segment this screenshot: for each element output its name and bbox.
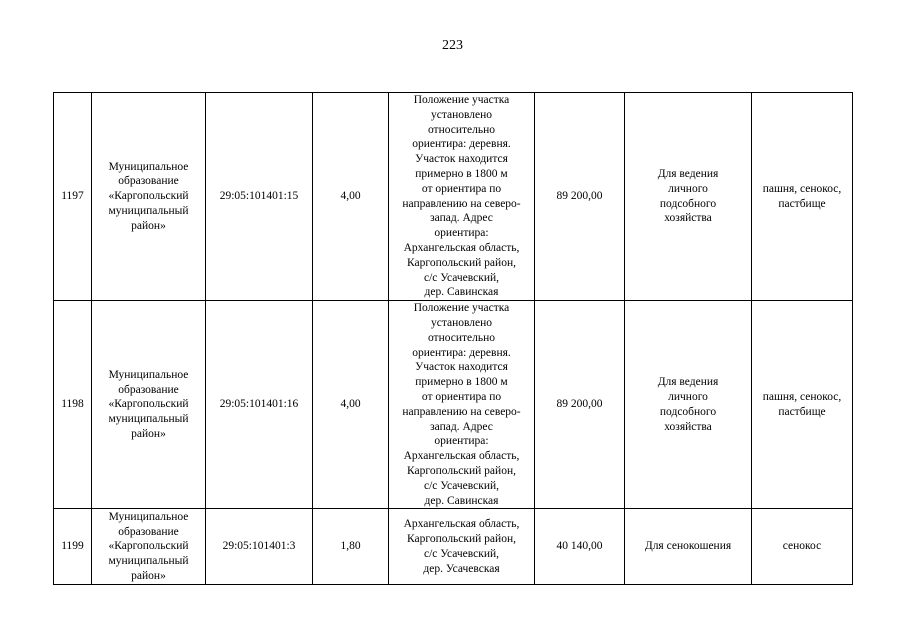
cadastral-number-cell: 29:05:101401:3 xyxy=(206,509,313,585)
location-cell: Архангельская область, Каргопольский район, с/с Усачевский, дер. Усачевская xyxy=(389,509,535,585)
cadastral-number-cell: 29:05:101401:16 xyxy=(206,301,313,509)
land-type-cell: пашня, сенокос, пастбище xyxy=(752,93,853,301)
area-cell: 1,80 xyxy=(313,509,389,585)
location-cell: Положение участка установлено относительно ориентира: деревня. Участок находится примерно в 1800 м от ориентира по направлению на северо- запад. Адрес ориентира: Архангельская область, Каргопольский район, с/с Усачевский, дер. Савинская xyxy=(389,93,535,301)
owner-cell: Муниципальное образование «Каргопольский муниципальный район» xyxy=(92,301,206,509)
table-row xyxy=(54,509,853,585)
location-cell: Положение участка установлено относительно ориентира: деревня. Участок находится примерно в 1800 м от ориентира по направлению на северо- запад. Адрес ориентира: Архангельская область, Каргопольский район, с/с Усачевский, дер. Савинская xyxy=(389,301,535,509)
area-cell: 4,00 xyxy=(313,301,389,509)
row-number-cell: 1198 xyxy=(54,301,92,509)
page-number: 223 xyxy=(442,38,463,53)
cadastral-value-cell: 40 140,00 xyxy=(535,509,625,585)
table-row xyxy=(54,93,853,301)
owner-cell: Муниципальное образование «Каргопольский муниципальный район» xyxy=(92,509,206,585)
row-number-cell: 1197 xyxy=(54,93,92,301)
land-type-cell: сенокос xyxy=(752,509,853,585)
land-type-cell: пашня, сенокос, пастбище xyxy=(752,301,853,509)
purpose-cell: Для сенокошения xyxy=(625,509,752,585)
cadastral-number-cell: 29:05:101401:15 xyxy=(206,93,313,301)
cadastral-value-cell: 89 200,00 xyxy=(535,301,625,509)
row-number-cell: 1199 xyxy=(54,509,92,585)
purpose-cell: Для ведения личного подсобного хозяйства xyxy=(625,93,752,301)
purpose-cell: Для ведения личного подсобного хозяйства xyxy=(625,301,752,509)
cadastral-value-cell: 89 200,00 xyxy=(535,93,625,301)
table-row xyxy=(54,301,853,509)
area-cell: 4,00 xyxy=(313,93,389,301)
land-registry-table xyxy=(53,92,853,585)
owner-cell: Муниципальное образование «Каргопольский муниципальный район» xyxy=(92,93,206,301)
